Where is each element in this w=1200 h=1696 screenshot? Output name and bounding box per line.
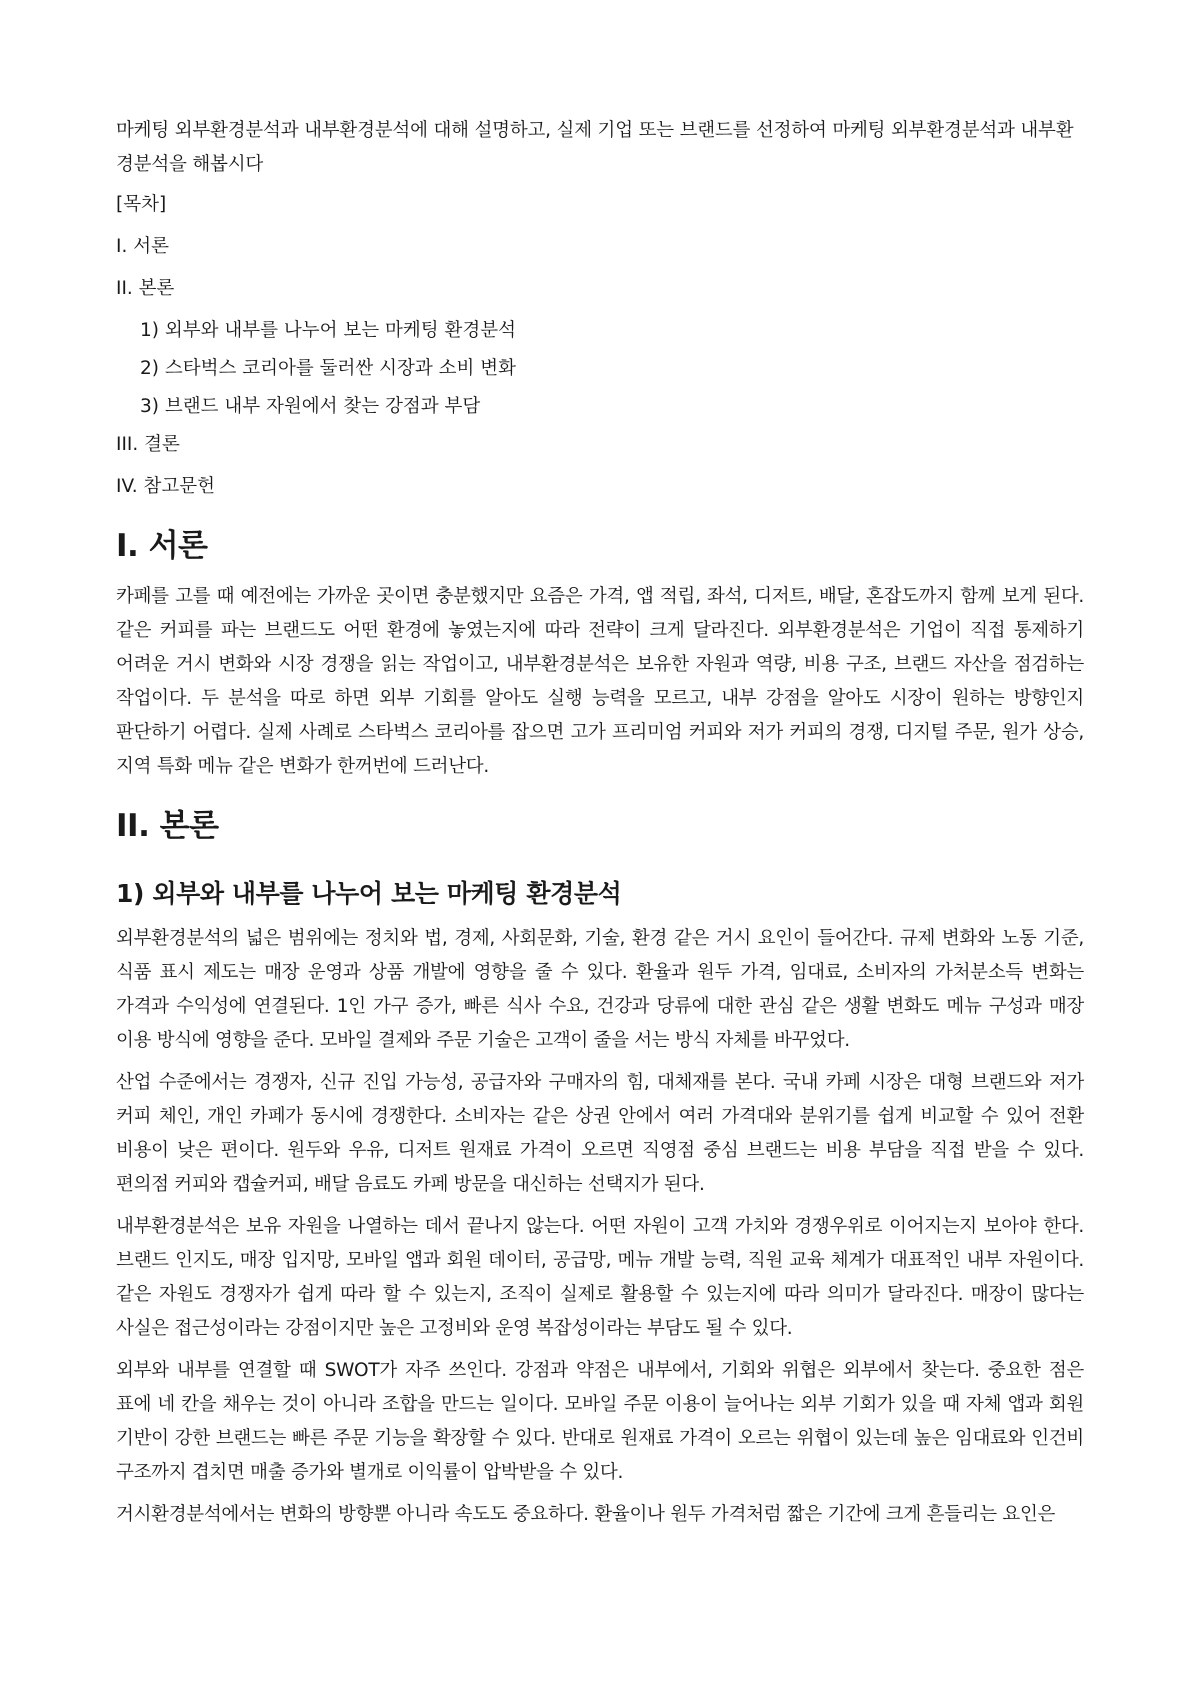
intro-heading: I. 서론 xyxy=(116,528,208,564)
body-paragraph-5: 거시환경분석에서는 변화의 방향뿐 아니라 속도도 중요하다. 환율이나 원두 가격처럼 짧은 기간에 크게 흔들리는 요인은 xyxy=(116,1504,1056,1525)
toc-item-conclusion: III. 결론 xyxy=(116,434,180,455)
body-paragraph-4: 외부와 내부를 연결할 때 SWOT가 자주 쓰인다. 강점과 약점은 내부에서, 기회와 위협은 외부에서 찾는다. 중요한 점은 표에 네 칸을 채우는 것이 아니라 조합을 만드는 일이다. 모바일 주문 이용이 늘어나는 외부 기회가 있을 때 자체 앱과 회원 기반이 강한 브랜드는 빠른 주문 기능을 확장할 수 있다. 반대로 원재료 가격이 오르는 위협이 있는데 높은 임대료와 인건비 구조까지 겹치면 매출 증가와 별개로 이익률이 압박받을 수 있다. xyxy=(116,1360,1084,1483)
toc-item-body: II. 본론 xyxy=(116,278,175,299)
body-heading: II. 본론 xyxy=(116,808,219,844)
assignment-prompt: 마케팅 외부환경분석과 내부환경분석에 대해 설명하고, 실제 기업 또는 브랜드를 선정하여 마케팅 외부환경분석과 내부환경분석을 해봅시다 xyxy=(116,120,1074,175)
toc-item-body-2: 2) 스타벅스 코리아를 둘러싼 시장과 소비 변화 xyxy=(140,358,516,379)
body-paragraph-2: 산업 수준에서는 경쟁자, 신규 진입 가능성, 공급자와 구매자의 힘, 대체재를 본다. 국내 카페 시장은 대형 브랜드와 저가 커피 체인, 개인 카페가 동시에 경쟁한다. 소비자는 같은 상권 안에서 여러 가격대와 분위기를 쉽게 비교할 수 있어 전환 비용이 낮은 편이다. 원두와 우유, 디저트 원재료 가격이 오르면 직영점 중심 브랜드는 비용 부담을 직접 받을 수 있다. 편의점 커피와 캡슐커피, 배달 음료도 카페 방문을 대신하는 선택지가 된다. xyxy=(116,1072,1084,1195)
toc-item-intro: I. 서론 xyxy=(116,236,169,257)
body-paragraph-3: 내부환경분석은 보유 자원을 나열하는 데서 끝나지 않는다. 어떤 자원이 고객 가치와 경쟁우위로 이어지는지 보아야 한다. 브랜드 인지도, 매장 입지망, 모바일 앱과 회원 데이터, 공급망, 메뉴 개발 능력, 직원 교육 체계가 대표적인 내부 자원이다. 같은 자원도 경쟁자가 쉽게 따라 할 수 있는지, 조직이 실제로 활용할 수 있는지에 따라 의미가 달라진다. 매장이 많다는 사실은 접근성이라는 강점이지만 높은 고정비와 운영 복잡성이라는 부담도 될 수 있다. xyxy=(116,1216,1084,1339)
subsection-1-heading: 1) 외부와 내부를 나누어 보는 마케팅 환경분석 xyxy=(116,879,622,908)
body-paragraph-1: 외부환경분석의 넓은 범위에는 정치와 법, 경제, 사회문화, 기술, 환경 같은 거시 요인이 들어간다. 규제 변화와 노동 기준, 식품 표시 제도는 매장 운영과 상품 개발에 영향을 줄 수 있다. 환율과 원두 가격, 임대료, 소비자의 가처분소득 변화는 가격과 수익성에 연결된다. 1인 가구 증가, 빠른 식사 수요, 건강과 당류에 대한 관심 같은 생활 변화도 메뉴 구성과 매장 이용 방식에 영향을 준다. 모바일 결제와 주문 기술은 고객이 줄을 서는 방식 자체를 바꾸었다. xyxy=(116,928,1084,1051)
intro-paragraph: 카페를 고를 때 예전에는 가까운 곳이면 충분했지만 요즘은 가격, 앱 적립, 좌석, 디저트, 배달, 혼잡도까지 함께 보게 된다. 같은 커피를 파는 브랜드도 어떤 환경에 놓였는지에 따라 전략이 크게 달라진다. 외부환경분석은 기업이 직접 통제하기 어려운 거시 변화와 시장 경쟁을 읽는 작업이고, 내부환경분석은 보유한 자원과 역량, 비용 구조, 브랜드 자산을 점검하는 작업이다. 두 분석을 따로 하면 외부 기회를 알아도 실행 능력을 모르고, 내부 강점을 알아도 시장이 원하는 방향인지 판단하기 어렵다. 실제 사례로 스타벅스 코리아를 잡으면 고가 프리미엄 커피와 저가 커피의 경쟁, 디지털 주문, 원가 상승, 지역 특화 메뉴 같은 변화가 한꺼번에 드러난다. xyxy=(116,586,1084,777)
toc-item-body-3: 3) 브랜드 내부 자원에서 찾는 강점과 부담 xyxy=(140,396,481,417)
toc-item-references: IV. 참고문헌 xyxy=(116,476,215,497)
toc-title: [목차] xyxy=(116,194,167,215)
toc-item-body-1: 1) 외부와 내부를 나누어 보는 마케팅 환경분석 xyxy=(140,320,516,341)
table-of-contents xyxy=(116,230,1084,504)
